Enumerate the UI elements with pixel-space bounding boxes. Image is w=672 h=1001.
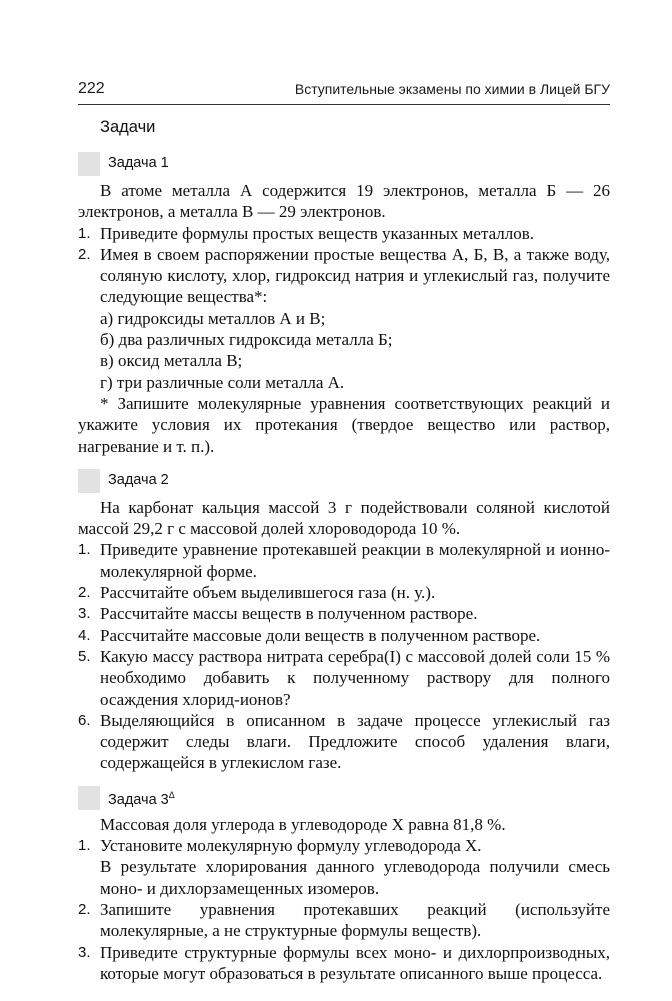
list-item: 5. Какую массу раствора нитрата серебра(I) с массовой долей соли 15 % необходимо добавить к полученному раствору для полного осаждения хлорид-ионов? bbox=[78, 646, 610, 709]
task-3-questions-part-2 bbox=[78, 899, 610, 984]
task-3-questions-part-1 bbox=[78, 835, 610, 856]
list-item: 3. Рассчитайте массы веществ в полученном растворе. bbox=[78, 604, 478, 624]
section-title: Задачи bbox=[100, 118, 156, 136]
list-item: 3. Приведите структурные формулы всех моно- и дихлорпроизводных, которые могут образоваться в результате описанного выше процесса. bbox=[78, 942, 610, 983]
page-content bbox=[78, 116, 610, 996]
task-1-questions bbox=[78, 223, 610, 308]
task-3-intro: Массовая доля углерода в углеводороде X равна 81,8 %. bbox=[100, 814, 506, 834]
task-1-intro: В атоме металла А содержится 19 электронов, металла Б — 26 электронов, а металла В — 29 электронов. bbox=[78, 181, 610, 222]
subitem-c: в) оксид металла В; bbox=[100, 351, 243, 371]
task-2-heading bbox=[78, 469, 610, 493]
page-number: 222 bbox=[78, 80, 105, 97]
task-2-intro: На карбонат кальция массой 3 г подействовали соляной кислотой массой 29,2 г с массовой долей хлороводорода 10 %. bbox=[78, 497, 610, 539]
task-1-footnote: * Запишите молекулярные уравнения соответствующих реакций и укажите условия их протекания (твердое вещество или раствор, нагревание и т. п.). bbox=[78, 393, 610, 456]
task-marker-box bbox=[78, 469, 100, 493]
task-2-label: Задача 2 bbox=[108, 472, 169, 489]
subitem-a: а) гидроксиды металлов А и В; bbox=[100, 308, 326, 328]
task-1-label: Задача 1 bbox=[108, 155, 169, 172]
task-marker-box bbox=[78, 786, 100, 810]
task-1 bbox=[78, 152, 610, 457]
task-2-questions bbox=[78, 539, 610, 773]
list-item: 2. Запишите уравнения протекавших реакций (используйте молекулярные, а не структурные формулы веществ). bbox=[78, 899, 610, 941]
subitem-b: б) два различных гидроксида металла Б; bbox=[100, 330, 393, 350]
task-3-continuation: В результате хлорирования данного углеводорода получили смесь моно- и дихлорзамещенных изомеров. bbox=[100, 857, 610, 898]
header-divider bbox=[78, 104, 610, 105]
list-item: 4. Рассчитайте массовые доли веществ в полученном растворе. bbox=[78, 625, 541, 645]
task-3 bbox=[78, 786, 610, 984]
subitem-d: г) три различные соли металла А. bbox=[100, 372, 345, 392]
running-title: Вступительные экзамены по химии в Лицей БГУ bbox=[294, 81, 610, 97]
task-3-heading bbox=[78, 786, 610, 810]
list-item: 2. Рассчитайте объем выделившегося газа (н. у.). bbox=[78, 583, 436, 603]
task-marker-box bbox=[78, 152, 100, 176]
advanced-level-mark: Δ bbox=[168, 789, 175, 800]
task-1-heading bbox=[78, 152, 610, 176]
list-item: 1. Приведите уравнение протекавшей реакции в молекулярной и ионно-молекулярной форме. bbox=[78, 540, 610, 581]
task-3-label: Задача $3^\Delta$ bbox=[108, 789, 175, 808]
list-item: 2. Имея в своем распоряжении простые вещества А, Б, В, а также воду, соляную кислоту, хлор, гидроксид натрия и углекислый газ, получите следующие вещества*: bbox=[78, 244, 610, 307]
task-2 bbox=[78, 469, 610, 774]
list-item: 6. Выделяющийся в описанном в задаче процессе углекислый газ содержит следы влаги. Предложите способ удаления влаги, содержащейся в углекислом газе. bbox=[78, 710, 610, 773]
list-item: 1. Установите молекулярную формулу углеводорода X. bbox=[78, 836, 482, 856]
list-item: 1. Приведите формулы простых веществ указанных металлов. bbox=[78, 223, 535, 243]
